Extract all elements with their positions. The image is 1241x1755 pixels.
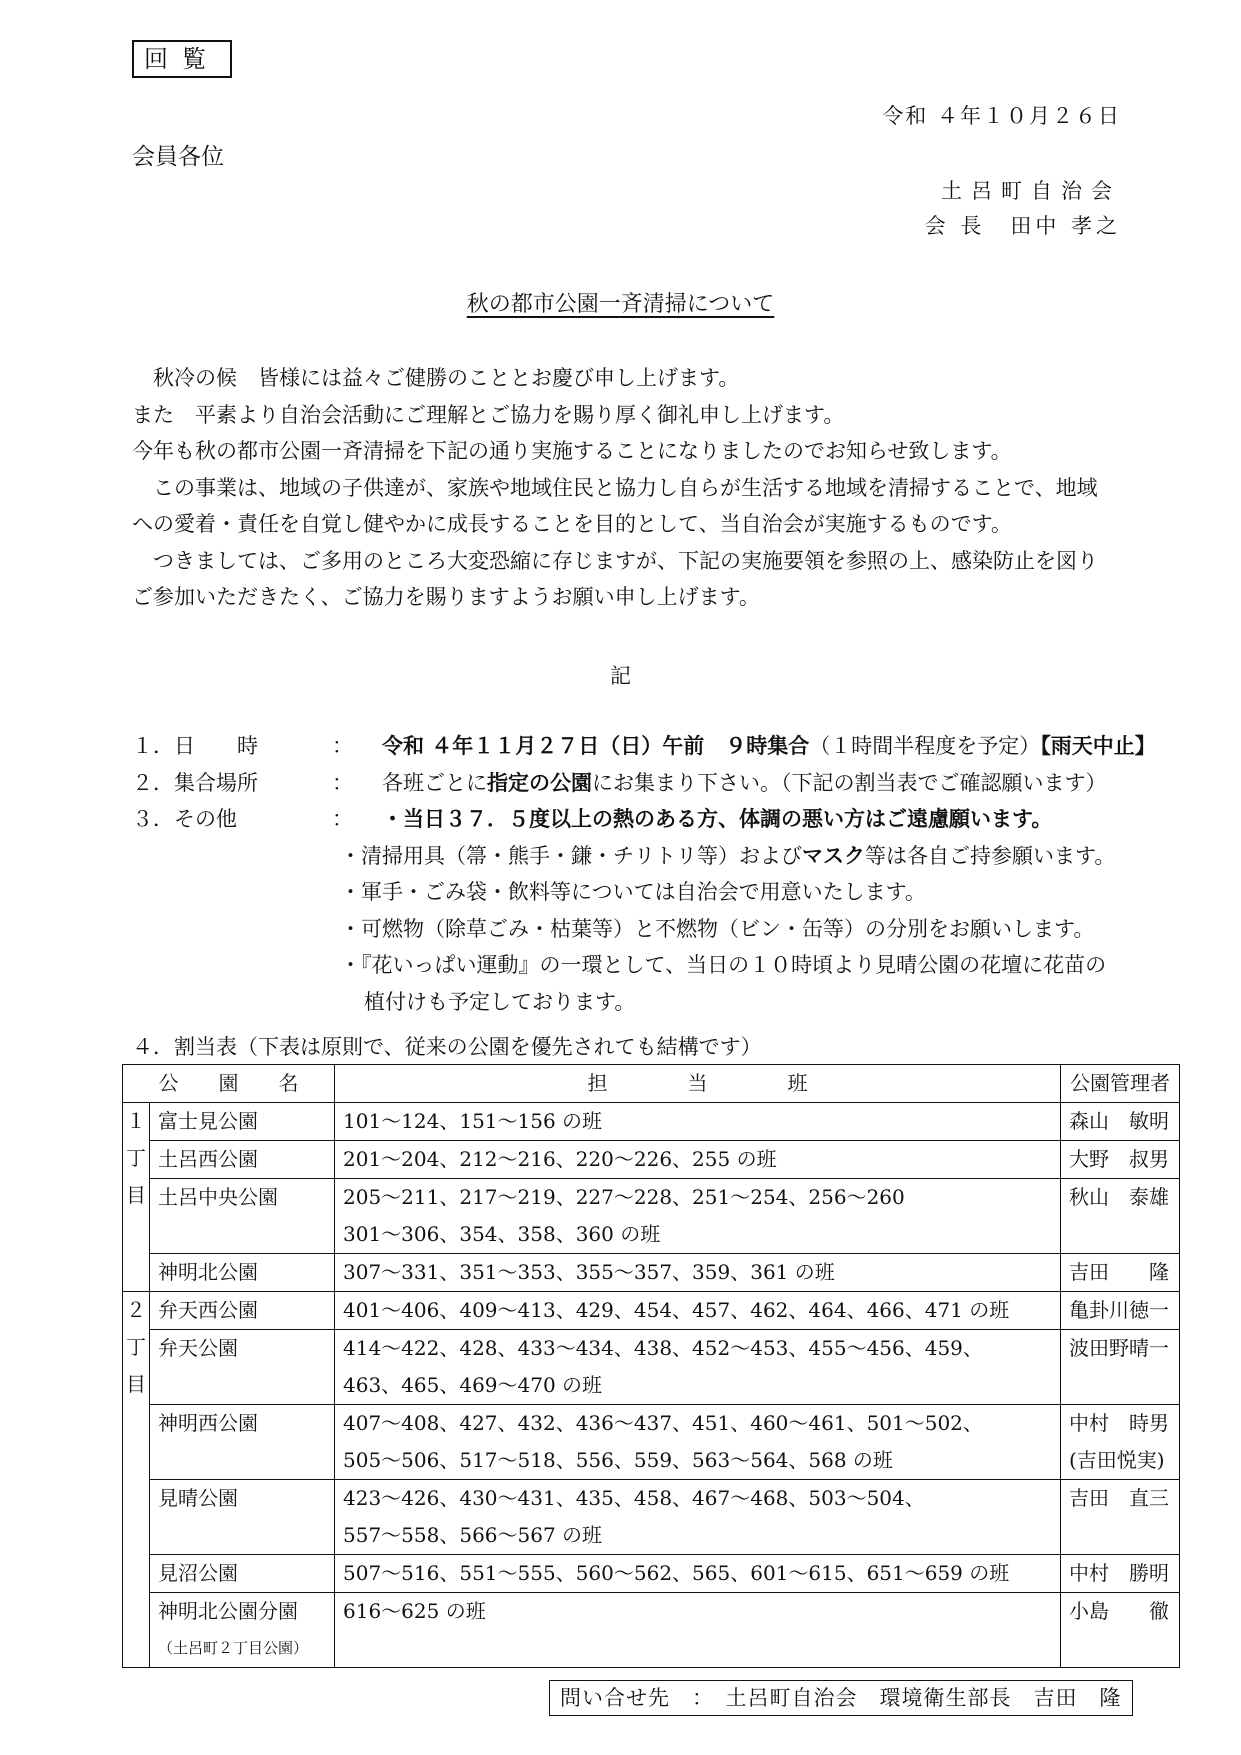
group-range: 307～331、351～353、355～357、359、361 の班 (335, 1254, 1061, 1292)
other-note: ・当日３７．５度以上の熱のある方、体調の悪い方はご遠慮願います。 (382, 807, 1053, 831)
item-colon: ： (332, 734, 353, 758)
chome-2-cell: ２ 丁 目 (123, 1292, 150, 1668)
park-manager: 吉田 直三 (1061, 1480, 1180, 1555)
chair-name: 会 長 田中 孝之 (924, 214, 1121, 238)
group-range: 463、465、469～470 の班 (335, 1367, 1061, 1405)
header-park: 公 園 名 (123, 1065, 335, 1103)
group-range: 301～306、354、358、360 の班 (335, 1216, 1061, 1254)
group-range: 101～124、151～156 の班 (335, 1103, 1061, 1141)
table-row (123, 1405, 1180, 1443)
park-name-note: （土呂町２丁目公園） (150, 1630, 335, 1668)
park-name: 富士見公園 (150, 1103, 335, 1141)
item-number: ３．その他 (132, 807, 237, 831)
table-row (123, 1141, 1180, 1179)
addressee: 会員各位 (132, 144, 224, 170)
header-groups: 担 当 班 (335, 1065, 1061, 1103)
park-manager: 中村 時男 (1061, 1405, 1180, 1443)
table-row (123, 1254, 1180, 1292)
item-datetime: １．日 時 ： 令和 ４年１１月２７日（日）午前 ９時集合（１時間半程度を予定）【雨天中止】 (132, 728, 1192, 765)
assignment-table (122, 1064, 1180, 1668)
park-name: 弁天西公園 (150, 1292, 335, 1330)
table-row (123, 1103, 1180, 1141)
table-caption: ４．割当表（下表は原則で、従来の公園を優先されても結構です） (132, 1035, 762, 1059)
table-row (123, 1555, 1180, 1593)
chome-1-cell: １ 丁 目 (123, 1103, 150, 1292)
other-note: ・可燃物（除草ごみ・枯葉等）と不燃物（ビン・缶等）の分別をお願いします。 (340, 916, 1095, 941)
park-manager: 波田野晴一 (1061, 1330, 1180, 1405)
header-manager: 公園管理者 (1061, 1065, 1180, 1103)
group-range: 616～625 の班 (335, 1593, 1061, 1668)
park-manager: 秋山 泰雄 (1061, 1179, 1180, 1254)
other-note: ・清掃用具（箒・熊手・鎌・チリトリ等）および マスク 等は各自ご持参願います。 (340, 843, 1116, 868)
table-row (123, 1292, 1180, 1330)
item-list (132, 728, 1192, 1020)
group-range: 423～426、430～431、435、458、467～468、503～504、 (335, 1480, 1061, 1518)
park-manager: 小島 徹 (1061, 1593, 1180, 1668)
group-range: 507～516、551～555、560～562、565、601～615、651～659 の班 (335, 1555, 1061, 1593)
table-row (123, 1480, 1180, 1518)
table-row (123, 1330, 1180, 1368)
body-line: この事業は、地域の子供達が、家族や地域住民と協力し自らが生活する地域を清掃することで、地域 (132, 475, 1098, 500)
park-name: 弁天公園 (150, 1330, 335, 1405)
issue-date: 令和 ４年１０月２６日 (882, 104, 1121, 128)
item-colon: ： (332, 807, 353, 831)
body-line: 今年も秋の都市公園一斉清掃を下記の通り実施することになりましたのでお知らせ致します。 (132, 439, 1012, 463)
contact-box: 問い合せ先 ： 土呂町自治会 環境衛生部長 吉田 隆 (549, 1680, 1133, 1716)
kairan-label: 回覧 (132, 40, 232, 78)
park-manager: 森山 敏明 (1061, 1103, 1180, 1141)
item-number: １．日 時 (132, 734, 258, 758)
group-range: 201～204、212～216、220～226、255 の班 (335, 1141, 1061, 1179)
other-note: 植付けも予定しております。 (364, 989, 636, 1014)
body-text (132, 360, 1182, 616)
park-manager: 大野 叔男 (1061, 1141, 1180, 1179)
park-name: 神明北公園分園 (150, 1593, 335, 1631)
table-row (123, 1179, 1180, 1217)
body-line: つきましては、ご多用のところ大変恐縮に存じますが、下記の実施要領を参照の上、感染防止を図り (132, 548, 1098, 573)
item-number: ２．集合場所 (132, 770, 258, 795)
body-line: への愛着・責任を自覚し健やかに成長することを目的として、当自治会が実施するものです。 (132, 512, 1012, 536)
ki-heading: 記 (610, 664, 631, 688)
item-other (132, 801, 1192, 838)
group-range: 401～406、409～413、429、454、457、462、464、466、471 の班 (335, 1292, 1061, 1330)
other-note: ・軍手・ごみ袋・飲料等については自治会で用意いたします。 (340, 880, 926, 904)
other-note: ・『花いっぱい運動』の一環として、当日の１０時頃より見晴公園の花壇に花苗の (340, 953, 1107, 977)
group-range: 505～506、517～518、556、559、563～564、568 の班 (335, 1442, 1061, 1480)
park-name: 見沼公園 (150, 1555, 335, 1593)
park-manager-alt: (吉田悦実) (1061, 1442, 1180, 1480)
table-row (123, 1593, 1180, 1631)
park-name: 神明西公園 (150, 1405, 335, 1480)
park-name: 神明北公園 (150, 1254, 335, 1292)
park-name: 見晴公園 (150, 1480, 335, 1555)
park-name: 土呂中央公園 (150, 1179, 335, 1254)
body-line: また 平素より自治会活動にご理解とご協力を賜り厚く御礼申し上げます。 (132, 402, 845, 427)
group-range: 407～408、427、432、436～437、451、460～461、501～502、 (335, 1405, 1061, 1443)
group-range: 414～422、428、433～434、438、452～453、455～456、459、 (335, 1330, 1061, 1368)
body-line: ご参加いただきたく、ご協力を賜りますようお願い申し上げます。 (132, 585, 760, 609)
item-place: ２．集合場所 ： 各班ごとに指定の公園にお集まり下さい。（下記の割当表でご確認願います） (132, 765, 1192, 802)
park-manager: 中村 勝明 (1061, 1555, 1180, 1593)
park-manager: 吉田 隆 (1061, 1254, 1180, 1292)
group-range: 205～211、217～219、227～228、251～254、256～260 (335, 1179, 1061, 1217)
body-line: 秋冷の候 皆様には益々ご健勝のこととお慶び申し上げます。 (132, 366, 740, 390)
table-header-row (123, 1065, 1180, 1103)
park-manager: 亀卦川徳一 (1061, 1292, 1180, 1330)
document-title: 秋の都市公園一斉清掃について (466, 292, 775, 317)
organization-name: 土呂町自治会 (941, 179, 1121, 203)
park-name: 土呂西公園 (150, 1141, 335, 1179)
item-colon: ： (332, 770, 353, 795)
group-range: 557～558、566～567 の班 (335, 1517, 1061, 1555)
